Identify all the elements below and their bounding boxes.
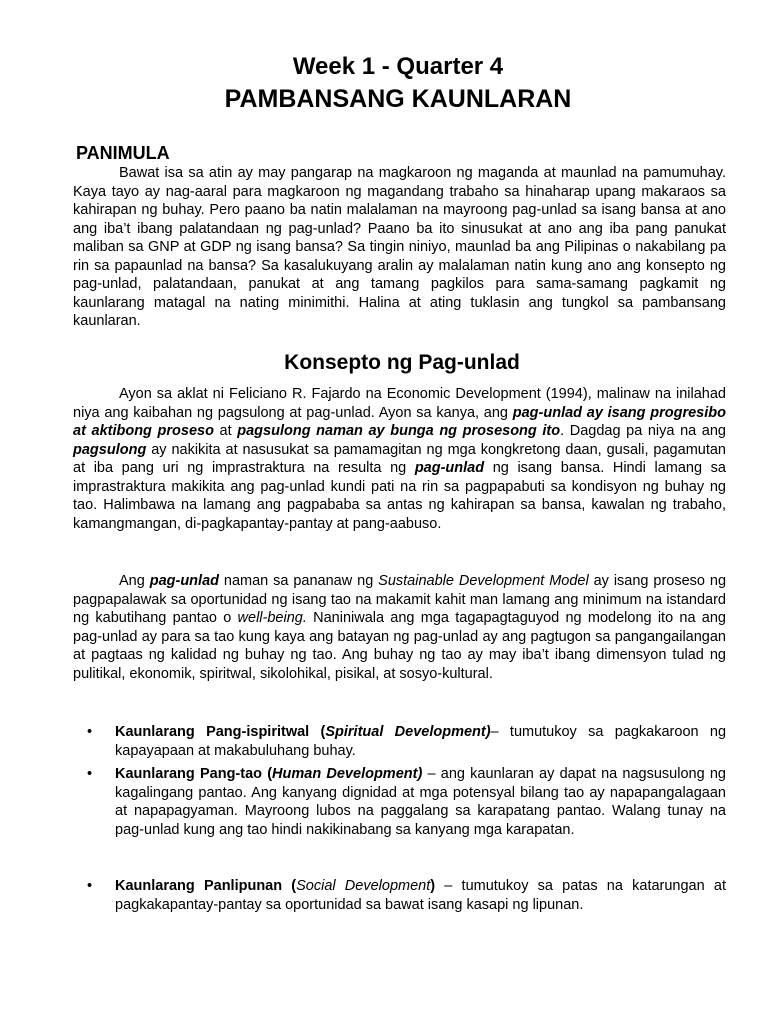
- bullet-icon: •: [87, 878, 93, 894]
- konsepto-paragraph-2: [73, 572, 726, 683]
- bullet-term: Kaunlarang Panlipunan (: [115, 878, 297, 894]
- konsepto-paragraph-1: [73, 385, 726, 533]
- bullet-description: – ang kaunlaran ay dapat na nagsusulong ng kagalingang pantao. Ang kanyang dignidad at mga potensyal bilang tao ay napapangalagaan at napapagyaman. Mayroong lubos na paggalang sa karapatang pantao. Walang tunay na pag-unlad kung ang tao hindi nakikinabang sa kanyang mga karapatan.: [115, 766, 726, 838]
- panimula-heading: PANIMULA: [76, 143, 170, 163]
- bullet-list: [73, 877, 726, 914]
- bullet-icon: •: [87, 724, 93, 740]
- emphasis-pag-unlad: pag-unlad: [149, 573, 219, 589]
- emphasis-pag-unlad-definition: pag-unlad ay isang progresibo at aktibong proseso: [73, 404, 726, 439]
- panimula-paragraph: Bawat isa sa atin ay may pangarap na magkaroon ng maganda at maunlad na pamumuhay. Kaya tayo ay nag-aaral para magkaroon ng magandang trabaho sa hinaharap upang makaraos sa kahirapan ng buhay. Pero paano ba natin malalaman na mayroong pag-unlad sa isang bansa at ano ang iba’t ibang palatandaan ng pag-unlad? Paano ba ito sinusukat at ano ang iba pang panukat maliban sa GNP at GDP ng isang bansa? Sa tingin niniyo, maunlad ba ang Pilipinas o nakabilang pa rin sa papaunlad na bansa? Sa kasalukuyang aralin ay malalaman natin kung ano ang konsepto ng pag-unlad, palatandaan, panukat at ang tamang pagkilos para sama-samang pagkamit ng kaunlarang matagal na nating minimithi. Halina at ating tuklasin ang tungkol sa pambansang kaunlaran.: [73, 165, 726, 329]
- bullet-spiritual-development: [73, 723, 726, 760]
- text-run: Ang: [119, 573, 150, 589]
- bullet-term: Kaunlarang Pang-tao (: [115, 766, 273, 782]
- emphasis-well-being: well-being.: [237, 610, 307, 626]
- text-run: Ayon sa aklat ni Feliciano R. Fajardo na Economic Development (1994), malinaw na inilahad niya ang kaibahan ng pagsulong at pag-unlad. Ayon sa kanya, ang: [73, 386, 726, 421]
- main-title: PAMBANSANG KAUNLARAN: [224, 85, 572, 113]
- bullet-human-development: [73, 765, 726, 839]
- konsepto-heading: Konsepto ng Pag-unlad: [284, 351, 520, 374]
- text-run: . Dagdag pa niya na ang: [560, 423, 726, 439]
- emphasis-pagsulong: pagsulong: [73, 441, 147, 458]
- bullet-description: – tumutukoy sa patas na katarungan at pagkakapantay-pantay sa oportunidad sa bawat isang kasapi ng lipunan.: [115, 878, 726, 913]
- bullet-description: – tumutukoy sa pagkakaroon ng kapayapaan at makabuluhang buhay.: [115, 724, 727, 759]
- text-run: ay isang proseso ng pagpapalawak sa oportunidad ng isang tao na makamit kahit man lamang ang minimum na istandard ng kabutihang pantao o: [73, 573, 727, 626]
- text-run: Naniniwala ang mga tagapagtaguyod ng modelong ito na ang pag-unlad ay para sa tao kung kaya ang batayan ng pag-unlad ay ang pagtugon sa pangangailangan at pagtaas ng kalidad ng buhay ng tao. Ang buhay ng tao ay may iba’t ibang dimensyon tulad ng pulitikal, ekonomik, spiritwal, sikolohikal, pisikal, at sosyo-kultural.: [73, 610, 726, 682]
- emphasis-pagsulong-definition: pagsulong naman ay bunga ng prosesong ito: [237, 423, 561, 439]
- text-run: naman sa pananaw ng: [219, 573, 379, 589]
- bullet-term: Kaunlarang Pang-ispiritwal (: [115, 724, 326, 740]
- bullet-list: [73, 723, 726, 760]
- text-run: ay nakikita at nasusukat sa pamamagitan ng mga kongkretong daan, gusali, pagamutan at iba pang uri ng imprastraktura na resulta ng: [73, 441, 726, 476]
- text-run: ng isang bansa. Hindi lamang sa imprastraktura makikita ang pag-unlad kundi pati na rin sa pagpapabuti sa kondisyon ng buhay ng tao. Halimbawa na lamang ang pagpababa sa antas ng kahirapan sa bansa, kawalan ng trabaho, kamangmangan, di-pagkapantay-pantay at pang-aabuso.: [73, 460, 726, 532]
- bullet-list: [73, 765, 726, 839]
- week-quarter-title: Week 1 - Quarter 4: [292, 53, 504, 80]
- text-run: at: [213, 423, 238, 439]
- emphasis-pag-unlad: pag-unlad: [414, 460, 485, 476]
- bullet-term-english: Human Development): [272, 766, 423, 782]
- bullet-icon: •: [87, 766, 93, 782]
- bullet-term-english: Spiritual Development): [325, 724, 491, 740]
- bullet-social-development: [73, 877, 726, 914]
- bullet-term-english: Social Development: [296, 878, 431, 894]
- bullet-term-close: ): [430, 878, 436, 894]
- emphasis-sustainable-model: Sustainable Development Model: [378, 573, 589, 589]
